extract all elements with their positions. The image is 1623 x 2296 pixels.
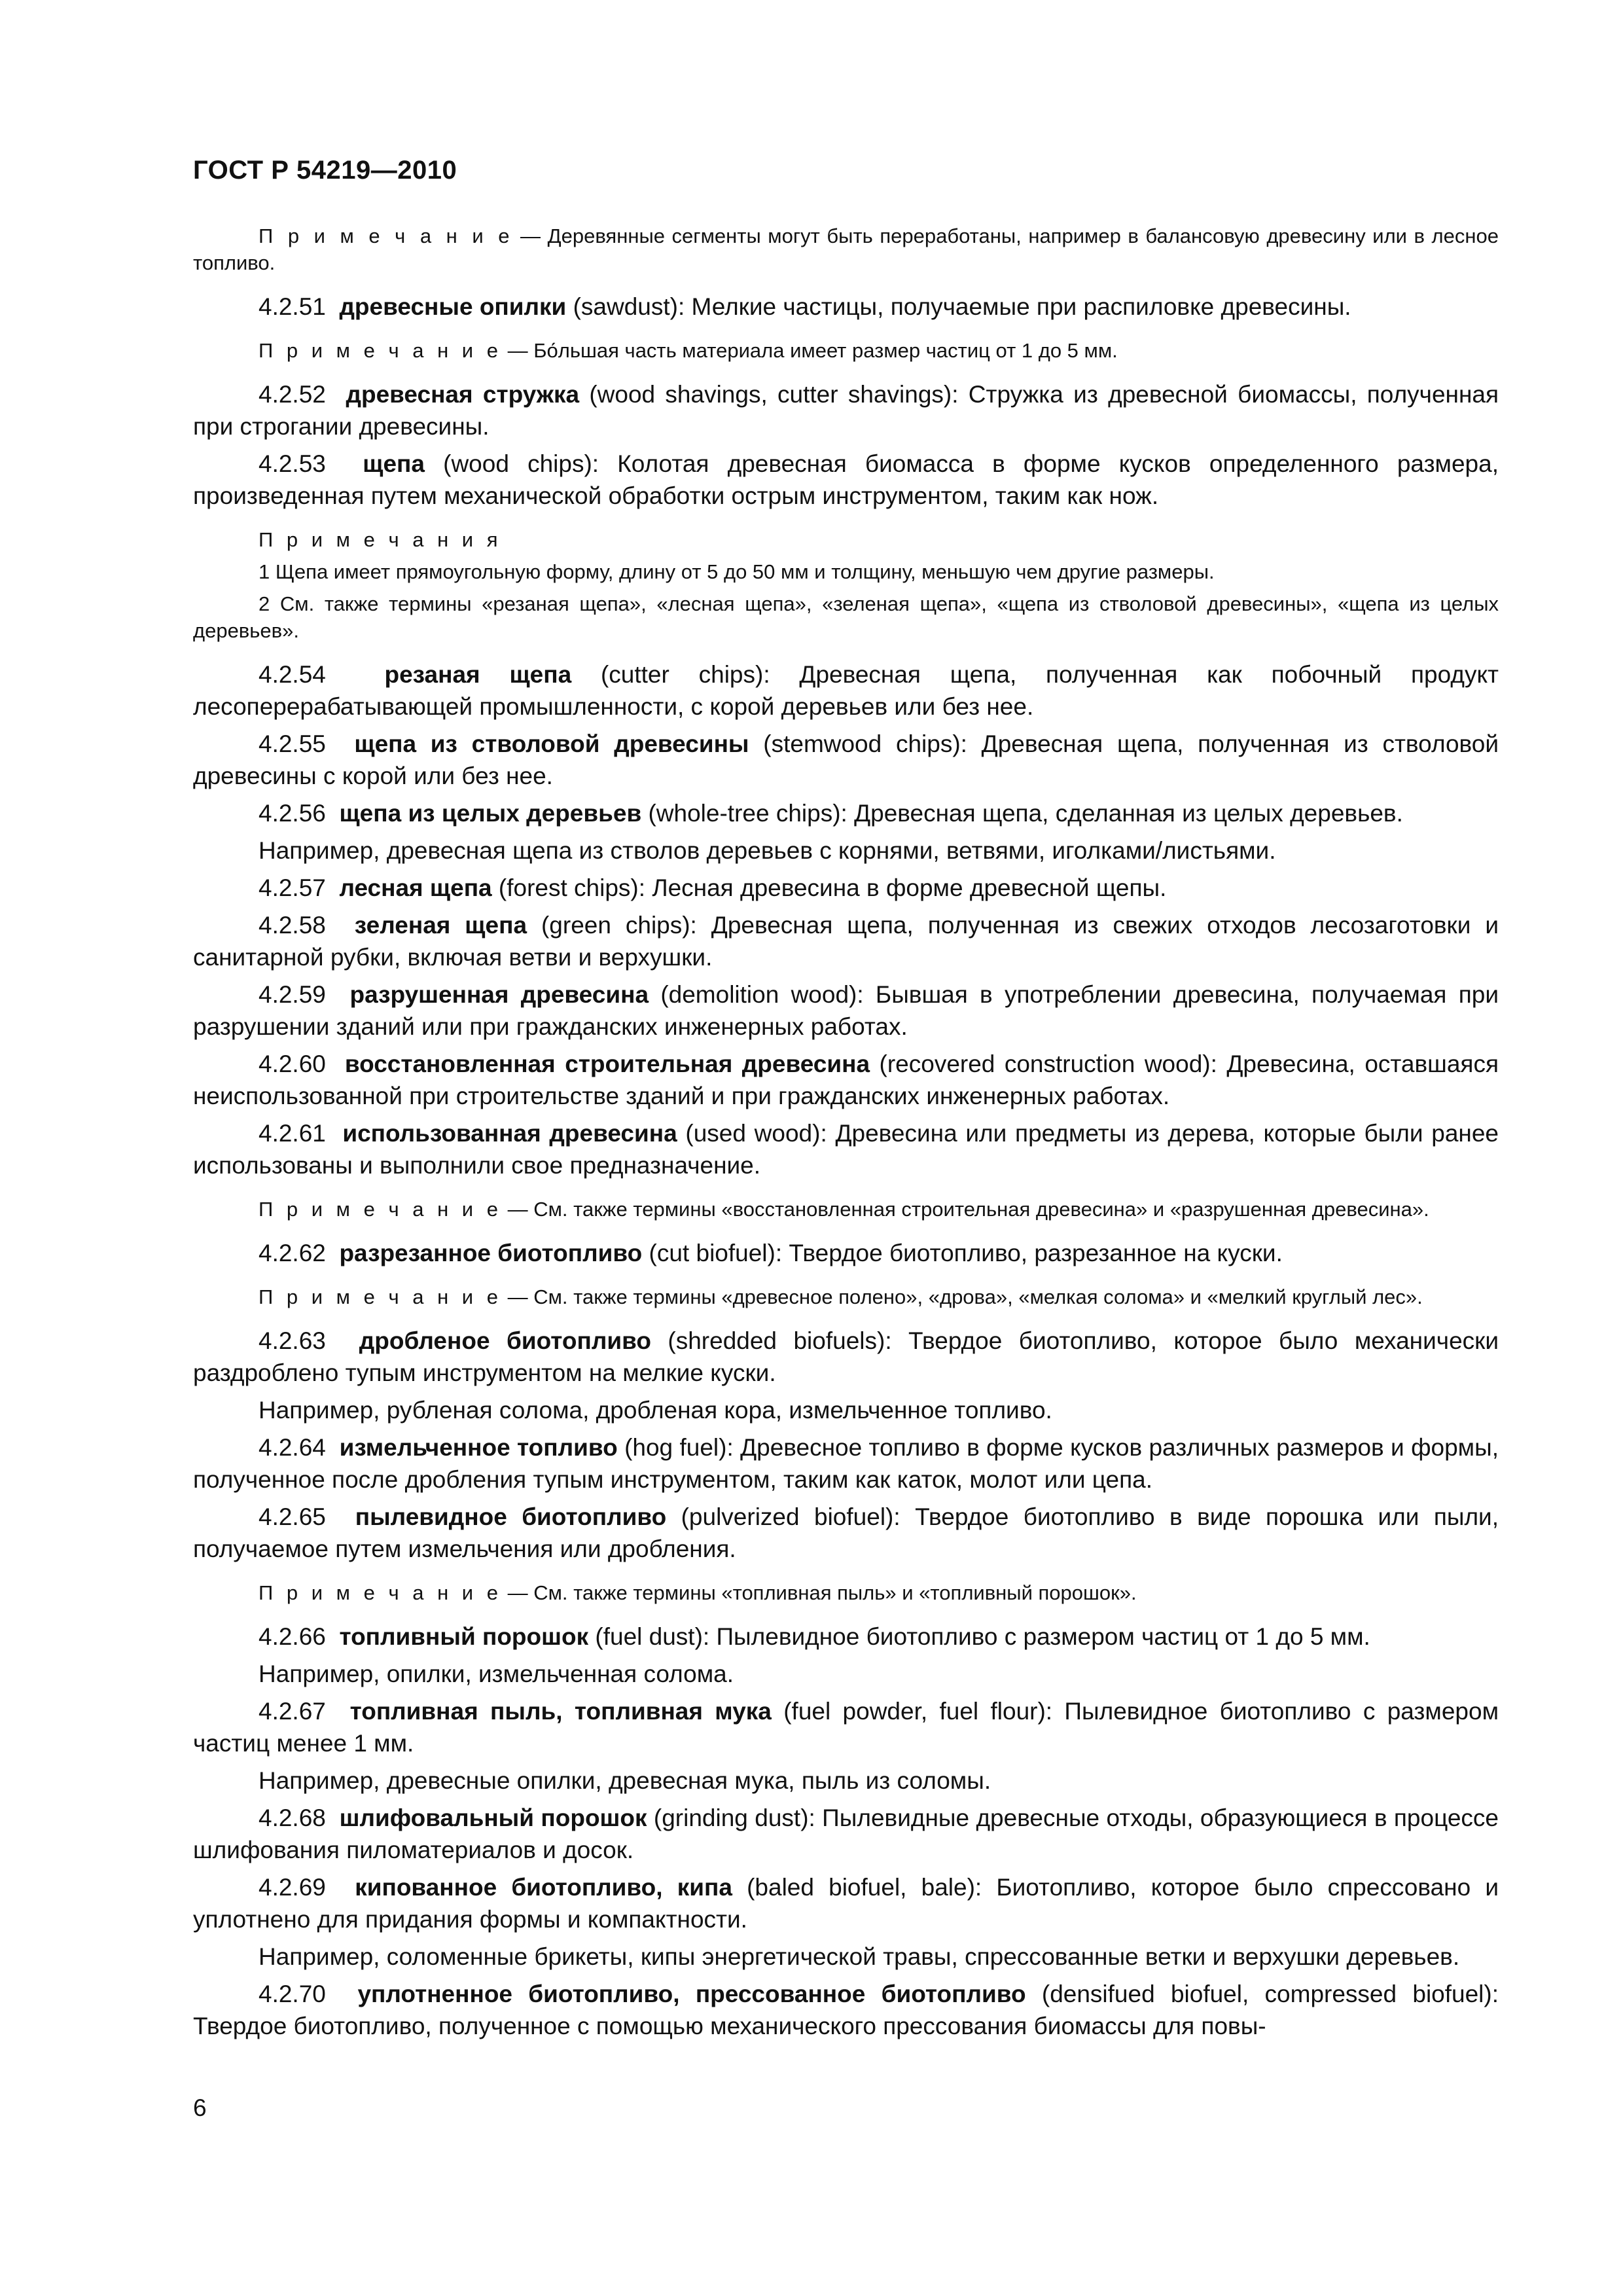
term-number: 4.2.52 [259, 381, 326, 408]
note-text: — См. также термины «древесное полено», «дрова», «мелкая солома» и «мелкий круглый лес». [501, 1285, 1423, 1308]
term-text: (cut biofuel): Твердое биотопливо, разрезанное на куски. [642, 1240, 1283, 1266]
term-number: 4.2.61 [259, 1120, 326, 1147]
note-label: П р и м е ч а н и е [259, 1198, 502, 1221]
term-text: (whole-tree chips): Древесная щепа, сделанная из целых деревьев. [641, 800, 1403, 827]
paragraph-text: Например, рубленая солома, дробленая кора, измельченное топливо. [259, 1397, 1052, 1424]
term-definition [193, 1802, 1499, 1866]
paragraph-text: Например, древесные опилки, древесная мука, пыль из соломы. [259, 1767, 991, 1794]
term-name: шлифовальный порошок [339, 1804, 647, 1831]
term-definition [193, 872, 1499, 904]
term-definition [193, 728, 1499, 792]
note [193, 1579, 1499, 1606]
term-definition [193, 291, 1499, 323]
term-text: (pulverized biofuel): Твердое биотопливо в виде порошка или пыли, получаемое путем измельчения или дробления. [193, 1503, 1499, 1562]
note [193, 1283, 1499, 1310]
term-definition [193, 1978, 1499, 2042]
term-text: (recovered construction wood): Древесина, оставшаяся неиспользованной при строительстве зданий и при гражданских инженерных работах. [193, 1050, 1499, 1109]
term-number: 4.2.64 [259, 1434, 326, 1461]
term-number: 4.2.56 [259, 800, 326, 827]
term-name: использованная древесина [342, 1120, 677, 1147]
note-text: — См. также термины «восстановленная строительная древесина» и «разрушенная древесина». [501, 1198, 1429, 1221]
term-number: 4.2.67 [259, 1698, 326, 1725]
term-number: 4.2.70 [259, 1981, 326, 2007]
term-definition [193, 1621, 1499, 1653]
term-name: разрезанное биотопливо [339, 1240, 643, 1266]
paragraph [193, 1658, 1499, 1690]
term-definition [193, 448, 1499, 512]
notes-header [193, 526, 1499, 553]
page-number: 6 [193, 2094, 207, 2121]
term-name: лесная щепа [339, 874, 492, 901]
term-number: 4.2.57 [259, 874, 326, 901]
term-name: щепа из целых деревьев [339, 800, 642, 827]
term-number: 4.2.65 [259, 1503, 326, 1530]
term-name: уплотненное биотопливо, прессованное биотопливо [357, 1981, 1026, 2007]
note-text: — См. также термины «топливная пыль» и «топливный порошок». [501, 1581, 1137, 1604]
term-text: (fuel powder, fuel flour): Пылевидное биотопливо с размером частиц менее 1 мм. [193, 1698, 1499, 1757]
term-definition [193, 1695, 1499, 1759]
document-body [193, 223, 1499, 2042]
term-text: (fuel dust): Пылевидное биотопливо с размером частиц от 1 до 5 мм. [588, 1623, 1370, 1650]
term-definition [193, 1237, 1499, 1269]
term-definition [193, 658, 1499, 723]
term-definition [193, 978, 1499, 1043]
term-definition [193, 909, 1499, 973]
paragraph-text: Например, опилки, измельченная солома. [259, 1660, 734, 1687]
paragraph [193, 1765, 1499, 1797]
term-text: (wood chips): Колотая древесная биомасса в форме кусков определенного размера, произведенная путем механической обработки острым инструментом, таким как нож. [193, 450, 1499, 509]
note-label: П р и м е ч а н и е [259, 1581, 502, 1604]
term-name: щепа [363, 450, 425, 477]
term-number: 4.2.59 [259, 981, 326, 1008]
document-header: ГОСТ Р 54219—2010 [193, 156, 457, 185]
term-text: (grinding dust): Пылевидные древесные отходы, образующиеся в процессе шлифования пиломатериалов и досок. [193, 1804, 1499, 1863]
term-text: (used wood): Древесина или предметы из дерева, которые были ранее использованы и выполнили свое предназначение. [193, 1120, 1499, 1179]
term-name: резаная щепа [384, 661, 572, 688]
term-text: (sawdust): Мелкие частицы, получаемые при распиловке древесины. [566, 293, 1351, 320]
paragraph [193, 1394, 1499, 1426]
term-name: кипованное биотопливо, кипа [355, 1874, 732, 1901]
term-text: (green chips): Древесная щепа, полученная из свежих отходов лесозаготовки и санитарной рубки, включая ветви и верхушки. [193, 912, 1499, 971]
term-text: (stemwood chips): Древесная щепа, полученная из стволовой древесины с корой или без нее. [193, 730, 1499, 789]
term-name: щепа из стволовой древесины [354, 730, 749, 757]
note-item-text: 2 См. также термины «резаная щепа», «лесная щепа», «зеленая щепа», «щепа из стволовой древесины», «щепа из целых деревьев». [193, 592, 1499, 642]
term-name: пылевидное биотопливо [355, 1503, 667, 1530]
term-number: 4.2.55 [259, 730, 326, 757]
term-text: (baled biofuel, bale): Биотопливо, которое было спрессовано и уплотнено для придания формы и компактности. [193, 1874, 1499, 1933]
term-definition [193, 1117, 1499, 1181]
term-text: (demolition wood): Бывшая в употреблении древесина, получаемая при разрушении зданий или при гражданских инженерных работах. [193, 981, 1499, 1040]
term-number: 4.2.68 [259, 1804, 326, 1831]
term-definition [193, 797, 1499, 829]
notes-label: П р и м е ч а н и я [259, 528, 502, 551]
term-text: (wood shavings, cutter shavings): Стружка из древесной биомассы, полученная при строгании древесины. [193, 381, 1499, 440]
paragraph [193, 834, 1499, 867]
term-definition [193, 1048, 1499, 1112]
term-number: 4.2.62 [259, 1240, 326, 1266]
note-text: — Бо́льшая часть материала имеет размер частиц от 1 до 5 мм. [501, 339, 1118, 362]
note-label: П р и м е ч а н и е [259, 339, 502, 362]
term-definition [193, 1871, 1499, 1935]
term-number: 4.2.53 [259, 450, 326, 477]
note-text: — Деревянные сегменты могут быть переработаны, например в балансовую древесину или в лесное топливо. [193, 224, 1499, 274]
term-number: 4.2.66 [259, 1623, 326, 1650]
term-number: 4.2.60 [259, 1050, 326, 1077]
term-name: восстановленная строительная древесина [344, 1050, 870, 1077]
term-text: (cutter chips): Древесная щепа, полученная как побочный продукт лесоперерабатывающей промышленности, с корой деревьев или без нее. [193, 661, 1499, 720]
term-text: (shredded biofuels): Твердое биотопливо, которое было механически раздроблено тупым инструментом на мелкие куски. [193, 1327, 1499, 1386]
term-text: (hog fuel): Древесное топливо в форме кусков различных размеров и формы, полученное после дробления тупым инструментом, таким как каток, молот или цепа. [193, 1434, 1499, 1493]
term-name: зеленая щепа [354, 912, 527, 939]
term-text: (densifued biofuel, compressed biofuel): Твердое биотопливо, полученное с помощью механического прессования биомассы для повы- [193, 1981, 1499, 2039]
term-number: 4.2.63 [259, 1327, 326, 1354]
term-text: (forest chips): Лесная древесина в форме древесной щепы. [491, 874, 1167, 901]
term-name: измельченное топливо [339, 1434, 618, 1461]
note [193, 1196, 1499, 1223]
term-number: 4.2.69 [259, 1874, 326, 1901]
paragraph [193, 1941, 1499, 1973]
term-name: древесные опилки [339, 293, 567, 320]
note [193, 223, 1499, 276]
term-name: древесная стружка [346, 381, 580, 408]
term-number: 4.2.58 [259, 912, 326, 939]
term-definition [193, 1325, 1499, 1389]
note-item-text: 1 Щепа имеет прямоугольную форму, длину от 5 до 50 мм и толщину, меньшую чем другие размеры. [259, 560, 1215, 583]
term-number: 4.2.54 [259, 661, 326, 688]
note-label: П р и м е ч а н и е [259, 1285, 502, 1308]
term-name: топливная пыль, топливная мука [349, 1698, 772, 1725]
term-definition [193, 378, 1499, 442]
note [193, 337, 1499, 364]
term-definition [193, 1431, 1499, 1496]
note-label: П р и м е ч а н и е [259, 224, 514, 247]
paragraph-text: Например, соломенные брикеты, кипы энергетической травы, спрессованные ветки и верхушки деревьев. [259, 1943, 1460, 1970]
term-name: топливный порошок [339, 1623, 589, 1650]
note-item [193, 590, 1499, 644]
term-name: дробленое биотопливо [359, 1327, 651, 1354]
note-item [193, 558, 1499, 585]
term-name: разрушенная древесина [349, 981, 649, 1008]
term-definition [193, 1501, 1499, 1565]
paragraph-text: Например, древесная щепа из стволов деревьев с корнями, ветвями, иголками/листьями. [259, 837, 1276, 864]
term-number: 4.2.51 [259, 293, 326, 320]
